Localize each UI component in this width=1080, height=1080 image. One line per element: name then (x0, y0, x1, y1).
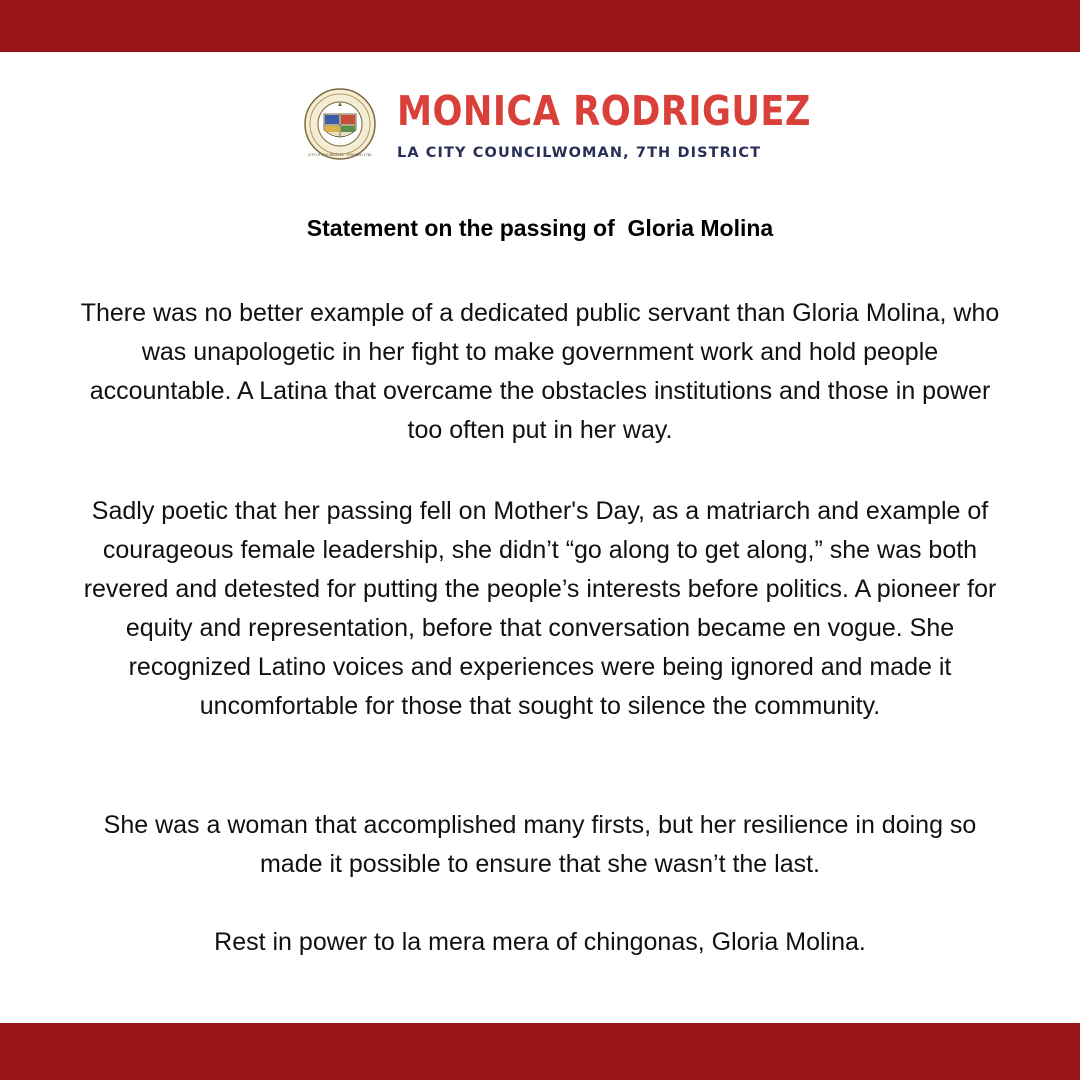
city-seal-icon (304, 88, 376, 160)
statement-paragraph: Rest in power to la mera mera of chingonas, Gloria Molina. (214, 928, 866, 956)
councilmember-name: MONICA RODRIGUEZ (397, 87, 811, 135)
statement-paragraph: Sadly poetic that her passing fell on Mother's Day, as a matriarch and example of courageous female leadership, she didn’t “go along to get along,” she was both revered and detested for putting the people’s interests before politics. A pioneer for equity and representation, before that conversation became en vogue. She recognized Latino voices and experiences were being ignored and made it uncomfortable for those that sought to silence the community. (83, 497, 997, 720)
statement-paragraph: There was no better example of a dedicated public servant than Gloria Molina, who was unapologetic in her fight to make government work and hold people accountable. A Latina that overcame the obstacles institutions and those in power too often put in her way. (80, 299, 1000, 444)
statement-paragraph: She was a woman that accomplished many firsts, but her resilience in doing so made it possible to ensure that she wasn’t the last. (103, 811, 977, 878)
councilmember-title: LA CITY COUNCILWOMAN, 7TH DISTRICT (397, 145, 762, 161)
header (0, 86, 1080, 166)
brand-block (397, 86, 817, 162)
statement-title: Statement on the passing of Gloria Molina (306, 215, 774, 241)
top-banner (0, 0, 1080, 52)
bottom-banner (0, 1023, 1080, 1080)
seal-ring-text: CITY OF LOS ANGELES · FOUNDED 1781 (308, 153, 372, 157)
